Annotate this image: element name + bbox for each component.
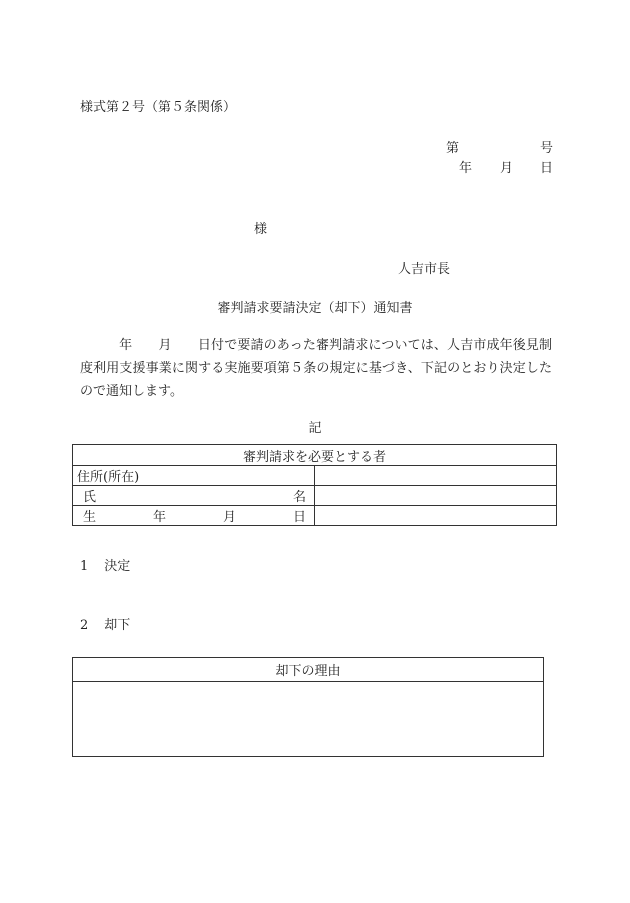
date-year: 年 — [459, 161, 473, 176]
birthdate-label-char: 年 — [152, 510, 166, 525]
doc-number-prefix: 第 — [446, 141, 460, 156]
reason-table — [72, 657, 544, 757]
item-rejection — [80, 614, 130, 633]
table-row — [73, 486, 557, 506]
item-decision — [80, 555, 130, 574]
addressee-suffix: 様 — [254, 222, 268, 237]
name-label — [73, 486, 315, 506]
reason-value[interactable] — [73, 682, 544, 757]
birthdate-label-char: 日 — [292, 510, 306, 525]
name-value[interactable] — [315, 486, 557, 506]
body-text — [80, 334, 552, 403]
sender: 人吉市長 — [398, 262, 451, 277]
birthdate-label-char: 月 — [222, 510, 236, 525]
date-day: 日 — [540, 161, 554, 176]
form-number: 様式第２号（第５条関係） — [80, 100, 237, 115]
item-rejection-number: 2 — [80, 618, 89, 633]
item-decision-number: 1 — [80, 559, 89, 574]
birthdate-label-char: 生 — [83, 510, 97, 525]
person-table — [72, 444, 557, 526]
item-decision-label: 決定 — [104, 559, 131, 574]
birthdate-value[interactable] — [315, 506, 557, 526]
table-row — [73, 506, 557, 526]
name-label-char: 氏 — [83, 490, 97, 505]
person-table-header: 審判請求を必要とする者 — [73, 445, 557, 466]
birthdate-label — [73, 506, 315, 526]
ki-mark: 記 — [308, 421, 322, 436]
document-title: 審判請求要請決定（却下）通知書 — [217, 301, 413, 316]
table-row — [73, 466, 557, 486]
address-label: 住所(所在) — [73, 466, 315, 486]
item-rejection-label: 却下 — [104, 618, 131, 633]
body-text-content: 年 月 日付で要請のあった審判請求については、人吉市成年後見制度利用支援事業に関する実施要項第５条の規定に基づき、下記のとおり決定したので通知します。 — [80, 338, 552, 399]
date-month: 月 — [500, 161, 514, 176]
reason-table-header: 却下の理由 — [73, 658, 544, 682]
doc-number-suffix: 号 — [540, 141, 554, 156]
name-label-char: 名 — [292, 490, 306, 505]
address-value[interactable] — [315, 466, 557, 486]
